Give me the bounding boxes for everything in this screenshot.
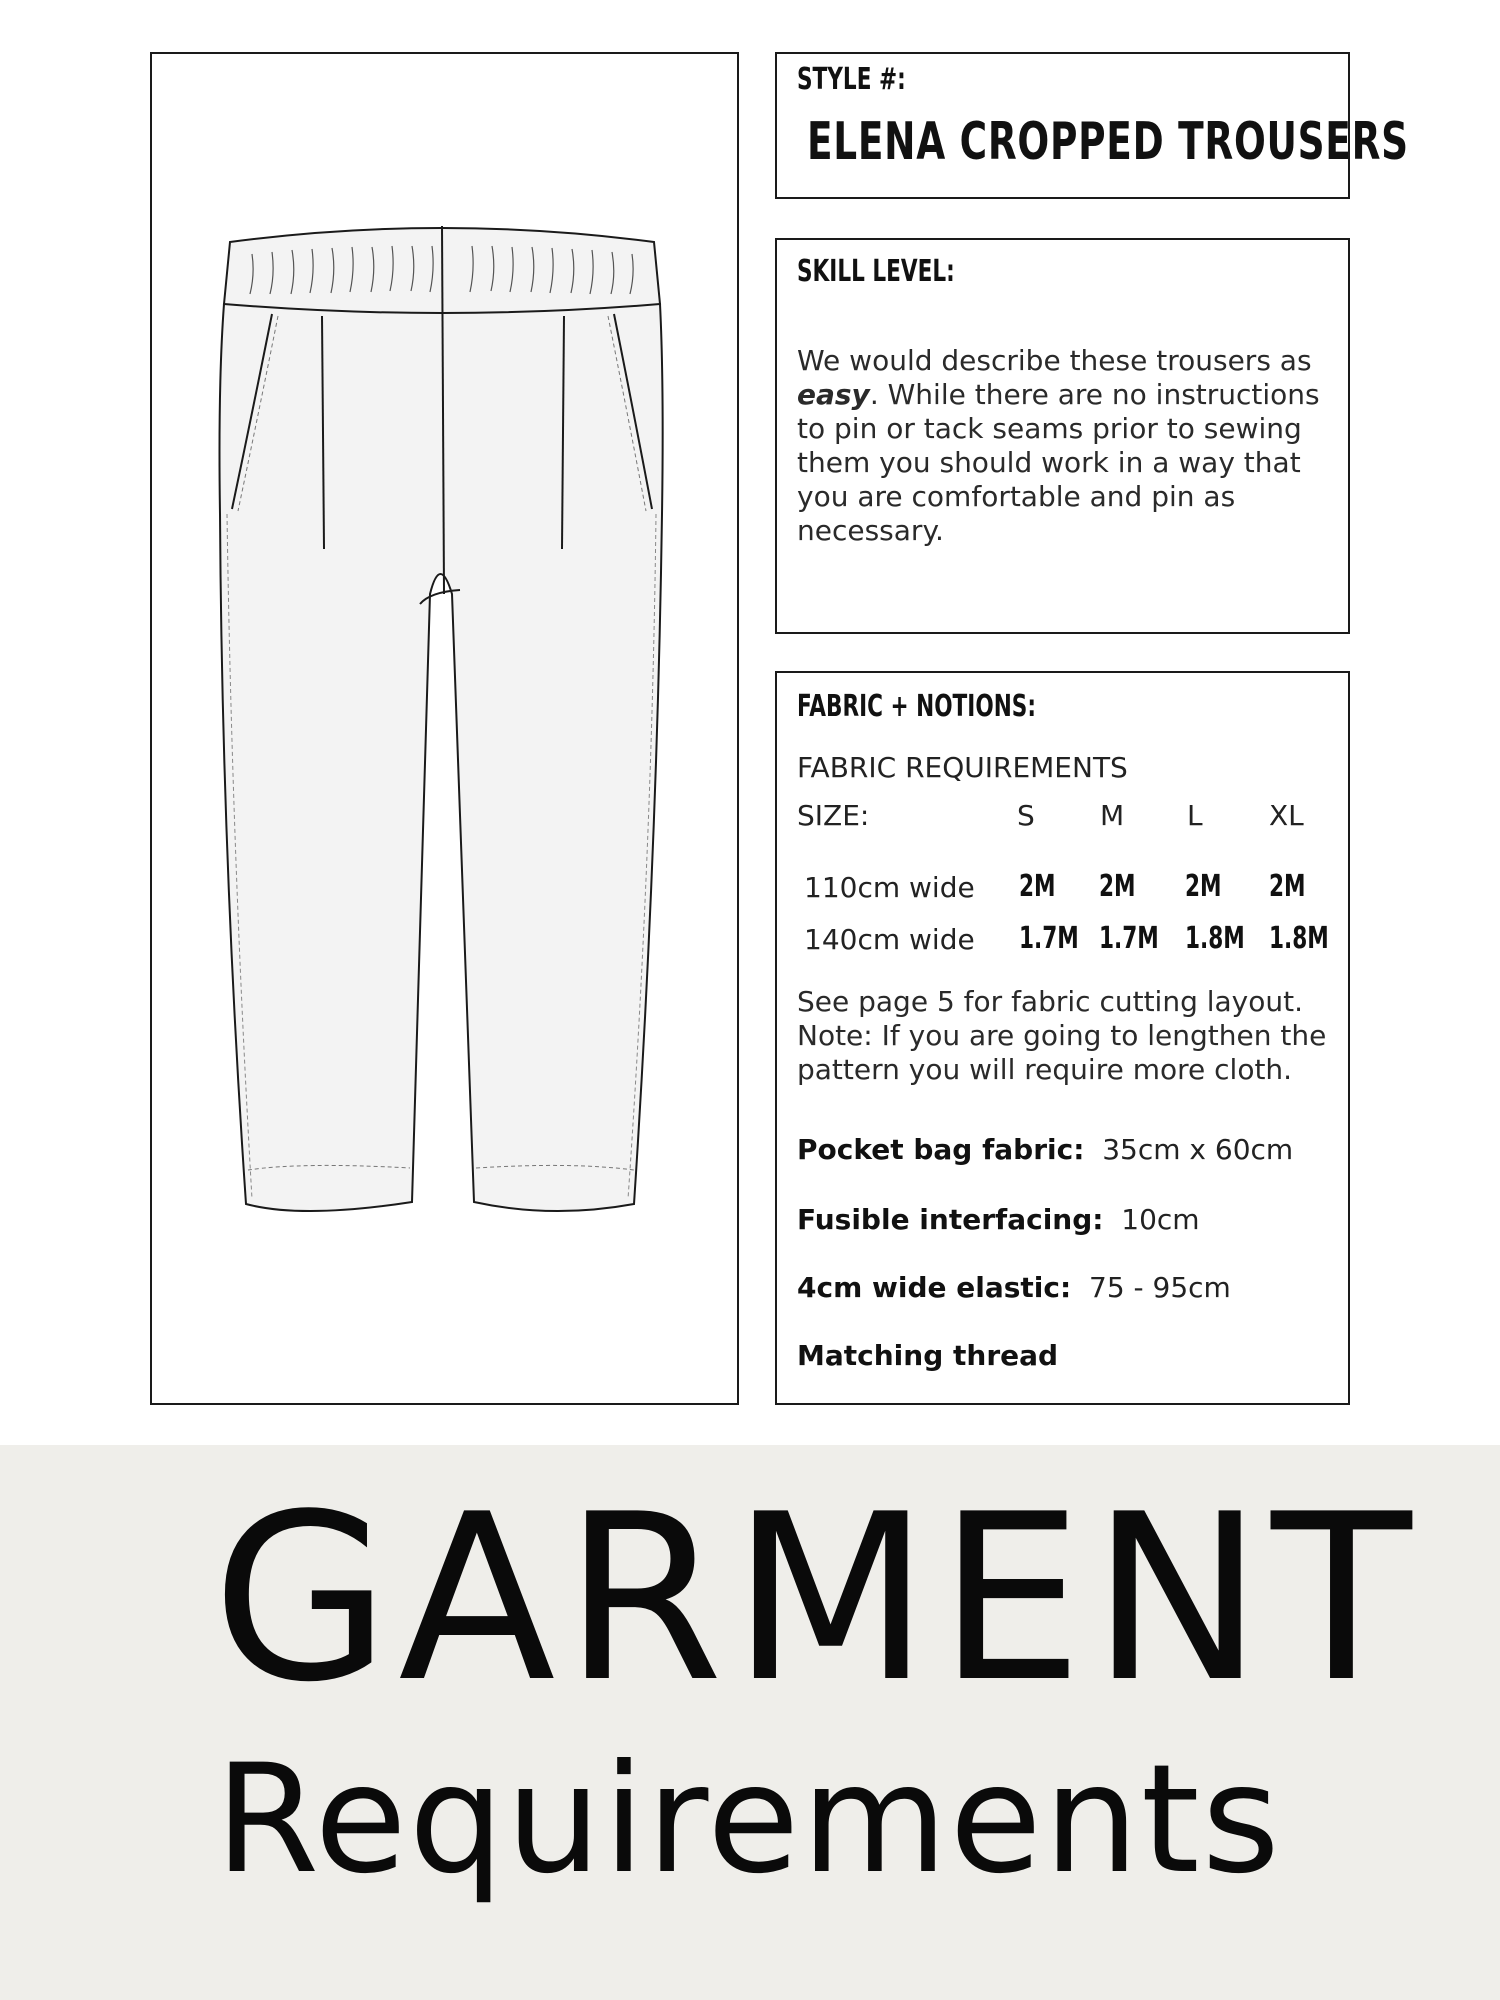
footer-title-garment: GARMENT <box>212 1466 1420 1733</box>
cutting-layout-note: See page 5 for fabric cutting layout. Note: If you are going to lengthen the pattern you will require more cloth. <box>797 985 1327 1086</box>
style-name: ELENA CROPPED TROUSERS <box>807 112 1409 172</box>
row-110-m: 2M <box>1099 869 1136 904</box>
row-140-l: 1.8M <box>1185 921 1245 956</box>
notion-pocket-bag: Pocket bag fabric: 35cm x 60cm <box>797 1133 1294 1166</box>
row-140-m: 1.7M <box>1099 921 1159 956</box>
fabric-requirements-title: FABRIC REQUIREMENTS <box>797 751 1128 784</box>
style-label: STYLE #: <box>797 62 906 97</box>
row-110-l: 2M <box>1185 869 1222 904</box>
size-m: M <box>1100 799 1125 832</box>
row-140-label: 140cm wide <box>804 923 975 956</box>
size-label: SIZE: <box>797 799 870 832</box>
row-140-xl: 1.8M <box>1269 921 1329 956</box>
technical-drawing-panel <box>150 52 739 1405</box>
footer-title-requirements: Requirements <box>215 1733 1282 1907</box>
row-110-label: 110cm wide <box>804 871 975 904</box>
notion-interfacing: Fusible interfacing: 10cm <box>797 1203 1200 1236</box>
footer-banner <box>0 1445 1500 2000</box>
row-110-xl: 2M <box>1269 869 1306 904</box>
size-l: L <box>1187 799 1203 832</box>
skill-level-label: SKILL LEVEL: <box>797 254 955 289</box>
row-110-s: 2M <box>1019 869 1056 904</box>
notion-elastic: 4cm wide elastic: 75 - 95cm <box>797 1271 1231 1304</box>
fabric-notions-box <box>775 671 1350 1405</box>
skill-level-box <box>775 238 1350 634</box>
fabric-notions-label: FABRIC + NOTIONS: <box>797 689 1036 724</box>
trousers-flat-sketch <box>152 54 737 1403</box>
size-s: S <box>1017 799 1035 832</box>
style-box <box>775 52 1409 199</box>
skill-description: We would describe these trousers as easy. While there are no instructions to pin or tack seams prior to sewing them you should work in a way that you are comfortable and pin as necessary. <box>797 344 1320 547</box>
notion-thread: Matching thread <box>797 1339 1059 1372</box>
size-xl: XL <box>1269 799 1304 832</box>
row-140-s: 1.7M <box>1019 921 1079 956</box>
